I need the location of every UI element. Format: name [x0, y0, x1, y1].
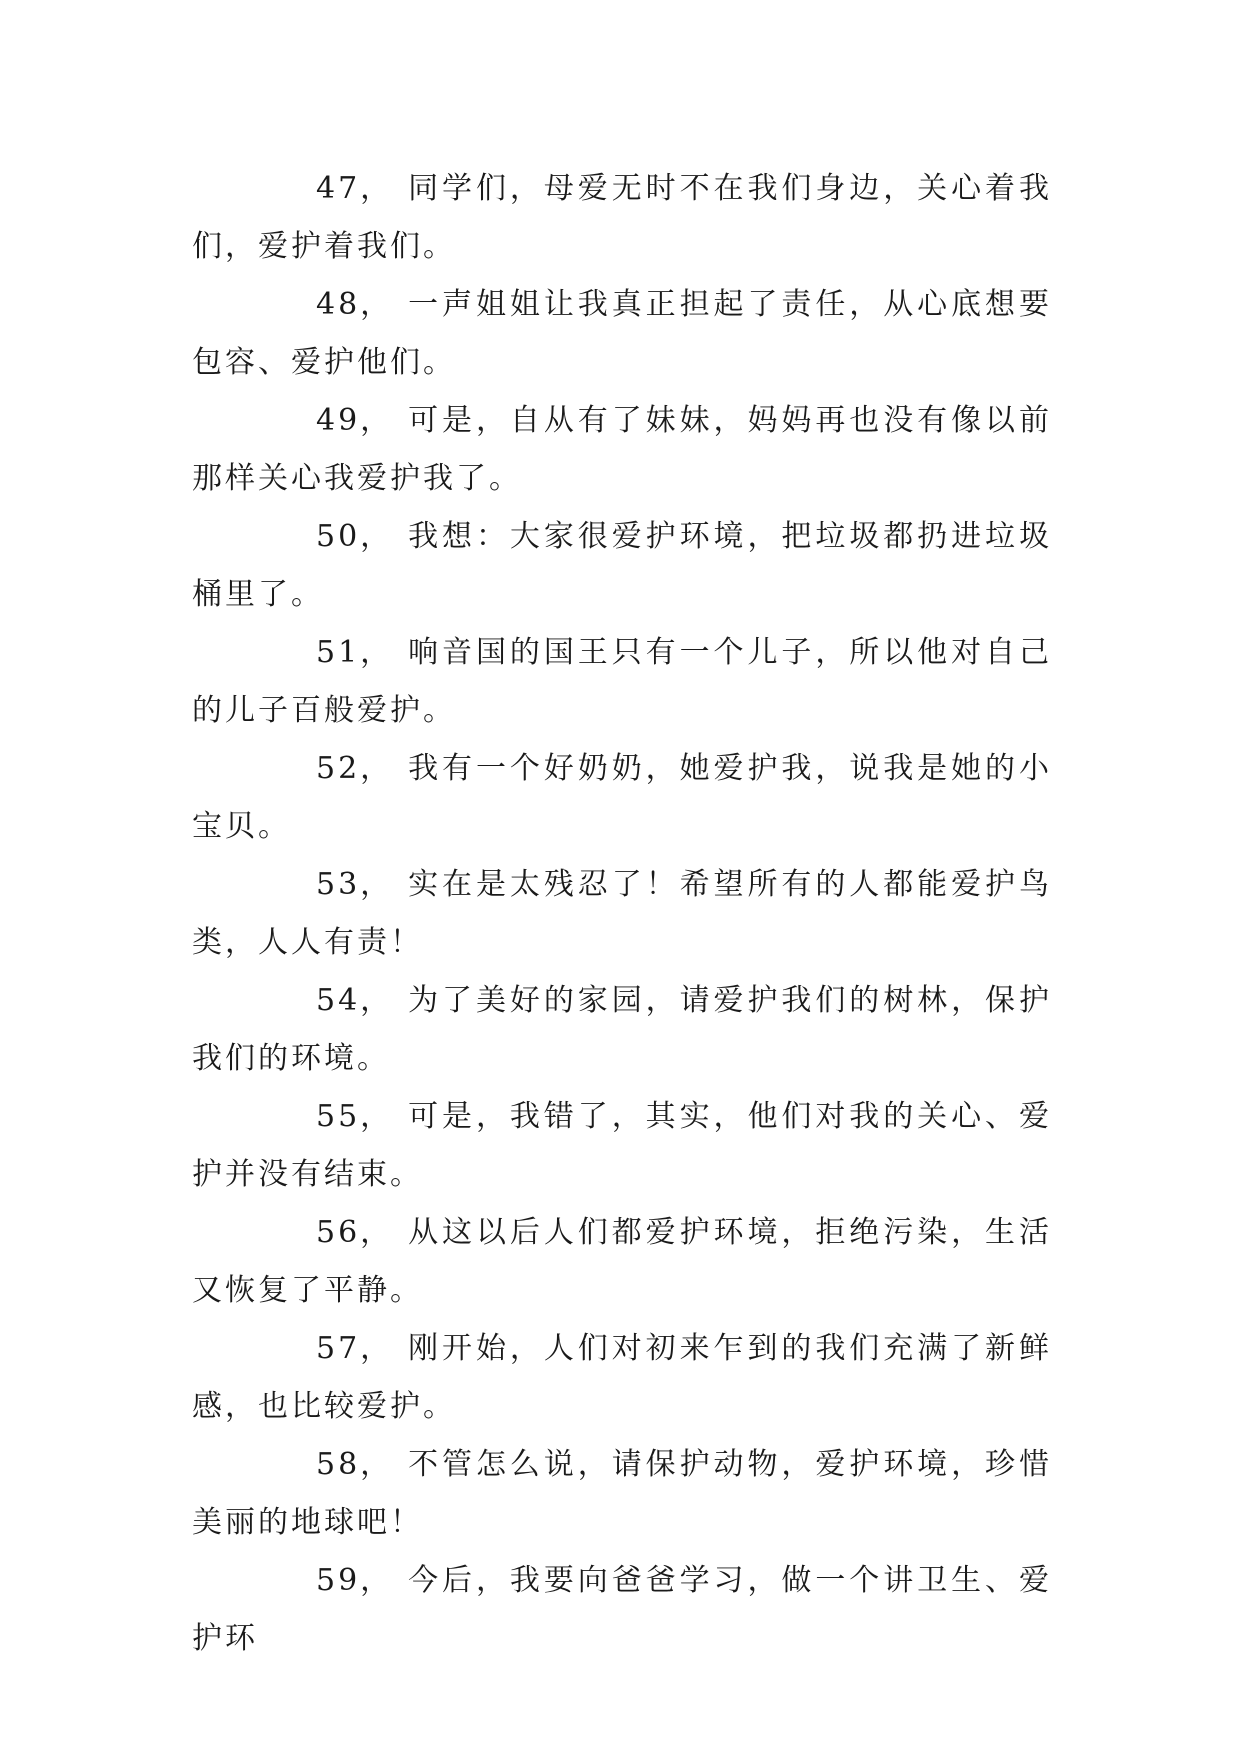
document-page — [192, 160, 1052, 1668]
item-text: 响音国的国王只有一个儿子，所以他对自己的儿子百般爱护。 — [192, 635, 1052, 728]
list-item — [192, 624, 1052, 740]
list-item — [192, 508, 1052, 624]
item-text: 实在是太残忍了！希望所有的人都能爱护鸟类，人人有责！ — [192, 867, 1052, 960]
item-number: 50， — [316, 519, 394, 554]
item-number: 58， — [316, 1447, 394, 1482]
list-item — [192, 1552, 1052, 1668]
list-item — [192, 1204, 1052, 1320]
item-text: 可是，自从有了妹妹，妈妈再也没有像以前那样关心我爱护我了。 — [192, 403, 1052, 496]
list-item — [192, 1088, 1052, 1204]
item-text: 今后，我要向爸爸学习，做一个讲卫生、爱护环 — [192, 1563, 1052, 1656]
list-item — [192, 1436, 1052, 1552]
item-number: 54， — [316, 983, 394, 1018]
list-item — [192, 276, 1052, 392]
list-item — [192, 856, 1052, 972]
list-item — [192, 972, 1052, 1088]
item-text: 为了美好的家园，请爱护我们的树林，保护我们的环境。 — [192, 983, 1052, 1076]
list-item — [192, 392, 1052, 508]
item-text: 我想：大家很爱护环境，把垃圾都扔进垃圾桶里了。 — [192, 519, 1052, 612]
item-text: 刚开始，人们对初来乍到的我们充满了新鲜感，也比较爱护。 — [192, 1331, 1052, 1424]
item-text: 可是，我错了，其实，他们对我的关心、爱护并没有结束。 — [192, 1099, 1052, 1192]
list-item — [192, 740, 1052, 856]
item-text: 我有一个好奶奶，她爱护我，说我是她的小宝贝。 — [192, 751, 1052, 844]
item-text: 同学们，母爱无时不在我们身边，关心着我们，爱护着我们。 — [192, 171, 1052, 264]
item-number: 59， — [316, 1563, 394, 1598]
item-number: 48， — [316, 287, 394, 322]
item-number: 55， — [316, 1099, 394, 1134]
item-number: 47， — [316, 171, 394, 206]
item-number: 51， — [316, 635, 394, 670]
item-number: 53， — [316, 867, 394, 902]
item-text: 一声姐姐让我真正担起了责任，从心底想要包容、爱护他们。 — [192, 287, 1052, 380]
item-number: 49， — [316, 403, 394, 438]
item-number: 52， — [316, 751, 394, 786]
list-item — [192, 1320, 1052, 1436]
item-text: 从这以后人们都爱护环境，拒绝污染，生活又恢复了平静。 — [192, 1215, 1052, 1308]
list-item — [192, 160, 1052, 276]
item-text: 不管怎么说，请保护动物，爱护环境，珍惜美丽的地球吧！ — [192, 1447, 1052, 1540]
item-number: 57， — [316, 1331, 394, 1366]
item-number: 56， — [316, 1215, 394, 1250]
